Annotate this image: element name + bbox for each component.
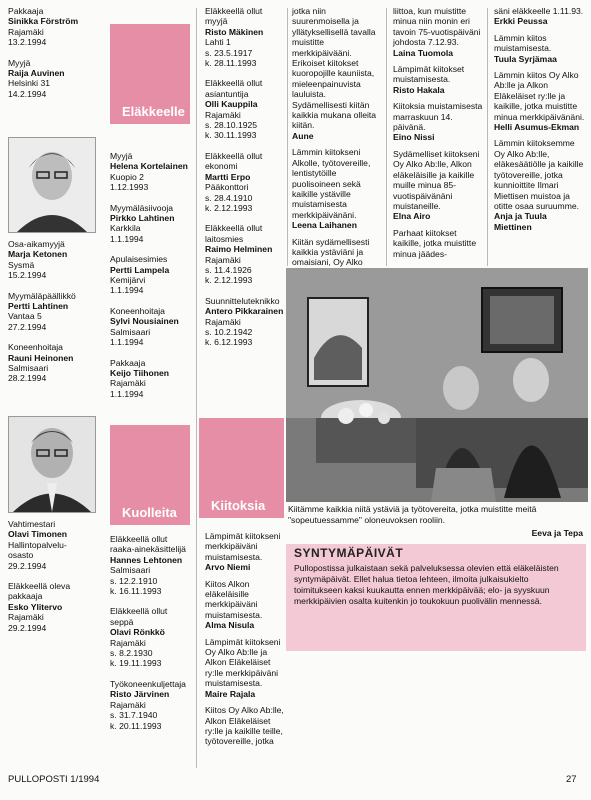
person-entry: [8, 58, 104, 100]
person-date: 29.2.1994: [8, 622, 47, 633]
person-entry: [8, 519, 104, 571]
person-place: Rajamäki: [205, 316, 241, 327]
person-title: laitosmies: [205, 233, 244, 244]
thanks-text: säni eläkkeelle 1.11.93.: [494, 6, 584, 16]
column-thanks-3: [393, 6, 483, 265]
column-retirements: [110, 151, 194, 409]
person-name: Marja Ketonen: [8, 249, 68, 260]
thanks-signature: Eino Nissi: [393, 132, 435, 143]
person-date: 1.1.1994: [110, 285, 144, 296]
thanks-text: Kiitos Oy Alko Ab:lle, Alkon Eläkeläiset ry:lle ja kaikille teille, työtovereille, jotka: [205, 705, 284, 747]
person-name: Sinikka Förström: [8, 16, 79, 27]
column-birthdays: [8, 6, 104, 109]
person-entry: [8, 581, 104, 633]
person-title: Eläkkeellä oleva: [8, 581, 71, 592]
person-name: Olli Kauppila: [205, 99, 258, 110]
footer-publication: PULLOPOSTI 1/1994: [8, 774, 100, 785]
caption-text: Kiitämme kaikkia niitä ystäviä ja työtovereita, jotka muistitte meitä "sopeutuessamme" oloneuvoksen rooliin.: [288, 504, 537, 525]
person-date: 1.1.1994: [110, 233, 144, 244]
person-date: 14.2.1994: [8, 88, 47, 99]
thanks-paragraph: [292, 6, 382, 141]
person-date: k. 30.11.1993: [205, 130, 257, 141]
person-entry: [110, 358, 194, 400]
person-name: Hannes Lehtonen: [110, 554, 183, 565]
column-thanks-2: [292, 6, 382, 305]
thanks-paragraph: [494, 6, 586, 27]
person-title: pakkaaja: [8, 591, 43, 602]
person-title: ekonomi: [205, 161, 238, 172]
person-entry: [205, 151, 285, 213]
person-name: Raimo Helminen: [205, 244, 273, 255]
thanks-paragraph: [494, 33, 586, 64]
thanks-paragraph: [494, 138, 586, 232]
person-date: s. 8.2.1930: [110, 648, 153, 659]
person-title: Suunnitteluteknikko: [205, 295, 280, 306]
person-name: Risto Järvinen: [110, 689, 170, 700]
person-place: Sysmä: [8, 259, 35, 270]
photo-eeva-ja-tepa: [286, 268, 588, 502]
person-name: Esko Yliterv​o: [8, 601, 63, 612]
person-date: s. 23.5.1917: [205, 47, 253, 58]
column-divider: [386, 8, 387, 266]
person-date: k. 16.11.1993: [110, 586, 162, 597]
person-title: Osa-aikamyyjä: [8, 239, 65, 249]
person-entry: [205, 296, 285, 348]
person-name: Pertti Lahtinen: [8, 301, 69, 312]
person-entry: [8, 6, 104, 48]
person-entry: [110, 254, 194, 296]
person-place: Rajamäki: [205, 109, 241, 120]
photo-caption: [288, 504, 583, 538]
person-title: Myyjä: [110, 151, 133, 161]
person-title: Eläkkeellä ollut: [205, 223, 263, 234]
person-date: s. 10.2.1942: [205, 326, 253, 337]
thanks-signature: Tuula Syrjämaa: [494, 53, 557, 64]
thanks-signature: Maire Rajala: [205, 688, 256, 699]
syntymapaivat-body: Pullopostissa julkaistaan sekä palveluksessa olevien että eläkeläisten syntymäpäivät. Ellet halua tietoa lehteen, ilmoita julkaisukielto toimitukseen kaksi kuukautta ennen merkkipäivää; elo- ja syyskuun merkkipäivien osalta kuitenkin jo toukokuun puolivälin mennessä.: [294, 563, 559, 606]
person-name: Sylvi Nousiainen: [110, 316, 179, 327]
thanks-paragraph: [393, 101, 483, 143]
thanks-signature: Alma Nisula: [205, 620, 255, 631]
person-place: Rajamäki: [110, 637, 146, 648]
person-name: Olavi Rönkkö: [110, 627, 165, 638]
thanks-paragraph: [393, 6, 483, 58]
person-place: Lahti 1: [205, 37, 231, 48]
person-entry: [205, 223, 285, 285]
thanks-signature: Risto Hakala: [393, 84, 445, 95]
person-title: Myyjä: [8, 57, 31, 68]
person-date: s. 11.4.1926: [205, 264, 252, 275]
thanks-text: Parhaat kiitokset kaikille, jotka muistitte minua jäädes-: [393, 227, 477, 259]
thanks-text: Kiitos Alkon eläkeläisille merkkipäiväni muistamisesta.: [205, 578, 263, 620]
person-date: 28.2.1994: [8, 373, 47, 384]
person-title: Eläkkeellä ollut: [205, 150, 263, 161]
thanks-paragraph: [205, 637, 285, 699]
person-title: Pakkaaja: [8, 6, 44, 16]
person-date: s. 12.2.1910: [110, 575, 158, 586]
person-date: 27.2.1994: [8, 321, 47, 332]
person-name: Keijo Tiihonen: [110, 367, 170, 378]
person-name: Risto Mäkinen: [205, 26, 264, 37]
thanks-text: Lämmin kiitos Oy Alko Ab:lle ja Alkon Eläkeläiset ry:lle ja kaikille, jotka muistitte minua merkkipäivänäni.: [494, 70, 585, 122]
column-deceased: [110, 534, 194, 741]
banner-title: Kiitoksia: [211, 498, 266, 513]
person-title: Apulaisesimies: [110, 254, 168, 265]
person-title: Vahtimestari: [8, 519, 56, 529]
thanks-text: Lämmin kiitokseni Alkolle, työtovereille, lentistytöille puolisoineen sekä kaikille ystäville muistamisesta merkkipäivänäni.: [292, 147, 371, 220]
thanks-paragraph: [494, 70, 586, 132]
thanks-text: jotka niin suurenmoisella ja yllätyksellisellä tavalla muistitte merkkipäivääni. Erikoiset kiitokset kuoropojille kauniista, mieleenpainuvista lauluista. Sydämellisesti kiitän kaikkia mukana olleita kiitän.: [292, 6, 377, 131]
person-place: Salmisaari: [110, 565, 151, 576]
thanks-text: Lämpimät kiitokseni Oy Alko Ab:lle ja Alkon Eläkeläiset ry:lle merkkipäiväni muistamisesta.: [205, 636, 281, 689]
person-date: s. 28.10.1925: [205, 120, 258, 131]
thanks-signature: Laina Tuomola: [393, 47, 454, 58]
thanks-text: Sydämelliset kiitokseni Oy Alko Ab:lle, Alkon eläkeläisille ja kaikille muille minua 85-vuotispäivänäni muistaneille.: [393, 148, 480, 211]
thanks-signature: Elna Airo: [393, 211, 431, 222]
thanks-text: Lämmin kiitoksemme Oy Alko Ab:lle, eläkesäätiölle ja kaikille työtovereille, jotka kunnioittite Ilmari Miettisen muistoa ja otitte osaa suruumme.: [494, 138, 584, 211]
person-place: Rajamäki: [110, 699, 146, 710]
person-title: seppä: [110, 616, 134, 627]
person-date: 1.1.1994: [110, 388, 144, 399]
person-name: Olavi Timonen: [8, 529, 68, 540]
column-thanks: [205, 531, 285, 753]
person-entry: [205, 6, 285, 68]
person-date: k. 19.11.1993: [110, 658, 162, 669]
syntymapaivat-box: [286, 544, 586, 651]
person-title: asiantuntija: [205, 88, 249, 99]
portrait-photo-olavi-timonen: [8, 416, 96, 513]
thanks-text: Lämpimät kiitokset muistamisesta.: [393, 64, 465, 85]
person-date: 1.1.1994: [110, 337, 144, 348]
person-date: k. 2.12.1993: [205, 202, 253, 213]
person-place: Hallintopalvelu-: [8, 539, 67, 550]
person-place: Rajamäki: [110, 378, 146, 389]
person-entry: [110, 679, 194, 731]
column-thanks-4: [494, 6, 586, 238]
person-title: Eläkkeellä ollut: [110, 534, 168, 544]
person-title: Eläkkeellä ollut: [205, 78, 263, 89]
person-entry: [110, 606, 194, 668]
thanks-text: Kiitän sydämellisesti kaikkia ystäviäni ja omaisiani, Oy Alko: [292, 236, 370, 268]
person-name: Pirkko Lahtinen: [110, 213, 175, 224]
banner-title: Kuolleita: [122, 505, 177, 520]
person-date: k. 20.11.1993: [110, 720, 162, 731]
person-name: Martti Erpo: [205, 171, 251, 182]
person-entry: [8, 239, 104, 281]
person-name: Raija Auvinen: [8, 68, 65, 79]
person-title: Eläkkeellä ollut: [205, 6, 263, 16]
person-entry: [205, 78, 285, 140]
person-entry: [110, 203, 194, 245]
thanks-signature: Leena Laihanen: [292, 220, 357, 231]
thanks-text: liittoa, kun muistitte minua niin monin eri tavoin 75-vuotispäiväni johdosta 7.12.93.: [393, 6, 481, 48]
person-date: k. 6.12.1993: [205, 337, 253, 348]
syntymapaivat-heading: SYNTYMÄPÄIVÄT: [294, 546, 404, 560]
thanks-text: Lämpimät kiitokseni merkkipäiväni muistamisesta.: [205, 531, 281, 562]
person-name: Antero Pikkarainen: [205, 306, 284, 317]
person-entry: [110, 151, 194, 193]
person-title: Myymäläsiivooja: [110, 202, 174, 213]
person-place: Karkkila: [110, 223, 141, 234]
column-birthdays-bot: [8, 519, 104, 643]
person-place: Salmisaari: [8, 363, 49, 374]
thanks-paragraph: [205, 579, 285, 631]
person-date: 15.2.1994: [8, 270, 47, 281]
person-entry: [8, 291, 104, 333]
thanks-paragraph: [205, 531, 285, 573]
portrait-photo-marja-ketonen: [8, 137, 96, 233]
column-deceased-cont: [205, 6, 285, 358]
column-birthdays-mid: [8, 239, 104, 394]
person-place: Kemijärvi: [110, 275, 146, 286]
column-divider: [487, 8, 488, 266]
section-banner-elakkeelle: [110, 24, 190, 124]
person-name: Pertti Lampela: [110, 264, 170, 275]
person-title: Työkoneenkuljettaja: [110, 678, 186, 689]
person-date: k. 28.11.1993: [205, 58, 257, 69]
person-title: raaka-ainekäsittelijä: [110, 544, 186, 555]
thanks-text: Kiitoksia muistamisesta marraskuun 14. päivänä.: [393, 101, 483, 133]
thanks-paragraph: [205, 705, 285, 747]
person-place: Rajamäki: [8, 612, 44, 623]
section-banner-kiitoksia: [199, 418, 284, 518]
thanks-signature: Arvo Niemi: [205, 562, 251, 573]
person-place: osasto: [8, 550, 34, 561]
person-place: Helsinki 31: [8, 78, 51, 89]
page-number: 27: [566, 774, 577, 785]
thanks-signature: Helli Asumus-Ekman: [494, 122, 580, 133]
person-date: 29.2.1994: [8, 560, 47, 571]
column-divider: [287, 8, 288, 266]
thanks-paragraph: [292, 147, 382, 230]
person-date: 13.2.1994: [8, 37, 47, 48]
person-place: Pääkonttori: [205, 182, 249, 193]
person-place: Kuopio 2: [110, 171, 144, 182]
person-title: myyjä: [205, 16, 228, 27]
person-date: s. 28.4.1910: [205, 192, 253, 203]
person-title: Koneenhoitaja: [8, 342, 63, 353]
person-place: Rajamäki: [8, 26, 44, 37]
person-entry: [110, 534, 194, 596]
person-place: Vantaa 5: [8, 311, 42, 322]
person-name: Helena Kortelainen: [110, 161, 188, 172]
thanks-signature: Aune: [292, 130, 314, 141]
person-date: s. 31.7.1940: [110, 710, 158, 721]
person-date: k. 2.12.1993: [205, 275, 253, 286]
person-date: 1.12.1993: [110, 182, 149, 193]
person-entry: [8, 342, 104, 384]
thanks-signature: Anja ja Tuula Miettinen: [494, 211, 547, 232]
person-title: Myymäläpäällikkö: [8, 290, 76, 301]
thanks-paragraph: [393, 228, 483, 259]
column-divider: [196, 8, 197, 768]
section-banner-kuolleita: [110, 425, 190, 525]
caption-signature: Eeva ja Tepa: [531, 528, 583, 538]
person-title: Eläkkeellä ollut: [110, 606, 168, 617]
person-place: Salmisaari: [110, 326, 151, 337]
person-place: Rajamäki: [205, 254, 241, 265]
thanks-paragraph: [393, 149, 483, 222]
person-title: Pakkaaja: [110, 357, 146, 368]
person-name: Rauni Heinonen: [8, 352, 74, 363]
thanks-text: Lämmin kiitos muistamisesta.: [494, 32, 552, 54]
banner-title: Eläkkeelle: [122, 104, 185, 119]
person-title: Koneenhoitaja: [110, 305, 165, 316]
thanks-signature: Erkki Peussa: [494, 16, 548, 27]
thanks-paragraph: [393, 64, 483, 95]
person-entry: [110, 306, 194, 348]
